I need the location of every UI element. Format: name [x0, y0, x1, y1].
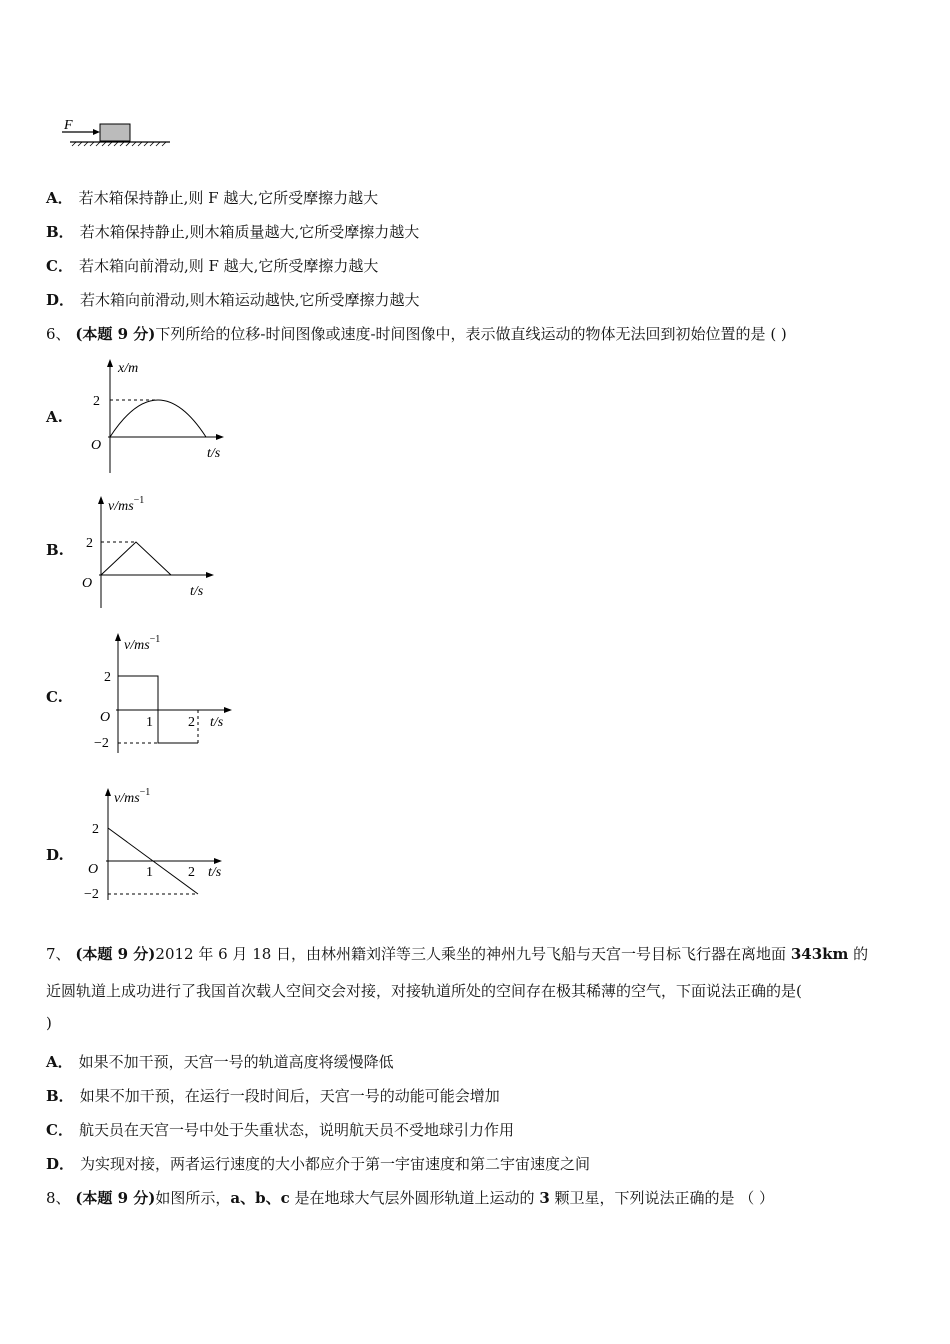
- graph-c-tick-neg2: −2: [94, 736, 109, 751]
- q6-text: 下列所给的位移-时间图像或速度-时间图像中，表示做直线运动的物体无法回到初始位置的是 ( ): [155, 325, 787, 343]
- graph-b-line: [101, 542, 171, 575]
- graph-c-tick-x2: 2: [188, 715, 195, 730]
- q8-stem: 8、 (本题 9 分)如图所示，a、b、c 是在地球大气层外圆形轨道上运动的 3 颗卫星，下列说法正确的是 （ ）: [46, 1189, 775, 1207]
- force-block-figure: [60, 115, 180, 155]
- q7-option-b: B． 如果不加干预，在运行一段时间后，天宫一号的动能可能会增加: [46, 1087, 500, 1105]
- q7-stem-line1: 7、 (本题 9 分)2012 年 6 月 18 日，由林州籍刘洋等三人乘坐的神州九号飞船与天宫一号目标飞行器在离地面 343km 的: [46, 945, 869, 963]
- q7-number: 7、: [46, 945, 71, 963]
- q5-option-c: C． 若木箱向前滑动,则 F 越大,它所受摩擦力越大: [46, 257, 379, 275]
- graph-d-ylabel: $v/ms^{-1}$: [114, 787, 151, 806]
- force-arrowhead: [93, 129, 100, 135]
- q6-option-a-letter: A.: [46, 408, 63, 426]
- q6-option-d-letter: D.: [46, 846, 64, 864]
- q7-option-d: D． 为实现对接，两者运行速度的大小都应介于第一宇宙速度和第二宇宙速度之间: [46, 1155, 591, 1173]
- q5-option-b: B． 若木箱保持静止,则木箱质量越大,它所受摩擦力越大: [46, 223, 420, 241]
- ground-hatch: [72, 142, 166, 146]
- q6-option-c-letter: C.: [46, 688, 63, 706]
- graph-c-tick-2: 2: [104, 670, 111, 685]
- graph-b-ylabel: $v/ms^{-1}$: [108, 495, 145, 514]
- q6-graph-d: [80, 780, 250, 910]
- graph-a-ylabel: x/m: [118, 361, 139, 376]
- graph-a-curve: [110, 400, 206, 437]
- graph-b-origin: O: [82, 576, 93, 591]
- graph-d-tick-neg2: −2: [84, 887, 99, 902]
- graph-a-xlabel: t/s: [207, 446, 221, 461]
- q7-stem-line2: 近圆轨道上成功进行了我国首次载人空间交会对接，对接轨道所处的空间存在极其稀薄的空气，下面说法正确的是(: [46, 982, 802, 1000]
- q7-score: (本题 9 分): [75, 945, 156, 963]
- graph-b-tick-2: 2: [86, 536, 93, 551]
- graph-c-tick-x1: 1: [146, 715, 153, 730]
- q7-option-c: C． 航天员在天宫一号中处于失重状态，说明航天员不受地球引力作用: [46, 1121, 514, 1139]
- graph-a-origin: O: [91, 438, 102, 453]
- graph-d-xlabel: t/s: [208, 865, 222, 880]
- graph-d-tick-x2: 2: [188, 865, 195, 880]
- q6-option-b-letter: B.: [46, 541, 64, 559]
- graph-b-xlabel: t/s: [190, 584, 204, 599]
- q8-score: (本题 9 分): [75, 1189, 156, 1207]
- q8-number: 8、: [46, 1189, 71, 1207]
- graph-c-origin: O: [100, 710, 111, 725]
- wooden-box: [100, 124, 130, 141]
- graph-d-tick-2: 2: [92, 822, 99, 837]
- graph-c-xlabel: t/s: [210, 715, 224, 730]
- q5-option-a: A． 若木箱保持静止,则 F 越大,它所受摩擦力越大: [46, 189, 379, 207]
- graph-c-ylabel: $v/ms^{-1}$: [124, 634, 161, 653]
- graph-d-origin: O: [88, 862, 99, 877]
- q6-number: 6、: [46, 325, 71, 343]
- graph-a-tick-2: 2: [93, 394, 100, 409]
- q6-stem: [46, 323, 787, 344]
- q6-graph-a: [80, 355, 240, 475]
- q7-option-a: A． 如果不加干预，天宫一号的轨道高度将缓慢降低: [46, 1053, 394, 1071]
- q6-score: (本题 9 分): [75, 325, 156, 343]
- q7-stem-line3: ): [46, 1014, 52, 1032]
- q6-graph-b: [80, 490, 240, 610]
- graph-d-tick-x1: 1: [146, 865, 153, 880]
- force-label: F: [64, 118, 73, 133]
- q6-graph-c: [80, 625, 250, 755]
- q5-option-d: D． 若木箱向前滑动,则木箱运动越快,它所受摩擦力越大: [46, 291, 420, 309]
